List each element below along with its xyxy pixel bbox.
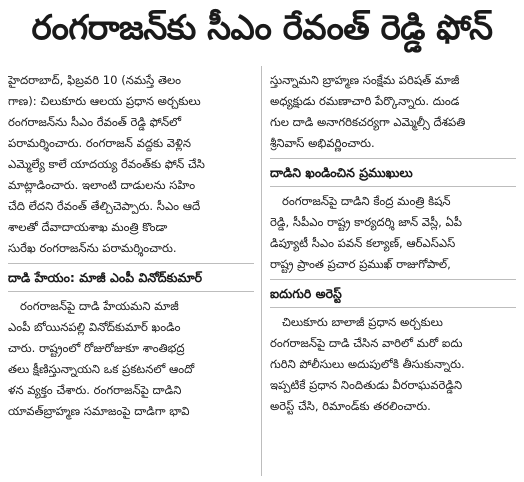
text-line: చిలుకూరు బాలాజీ ప్రధాన అర్చకులు (282, 315, 443, 329)
intro-paragraph (8, 70, 254, 259)
subheading-arrests: ఐదుగురి అరెస్ట్ (270, 279, 516, 308)
text-line: గాణ): చిలుకూరు ఆలయ ప్రధాన అర్చకులు (8, 94, 201, 108)
text-line: చేది లేదని రేవంత్ తేల్చిచెప్పారు. సీఎం ఆదే (8, 199, 201, 213)
text-line: డిప్యూటీ సీఎం పవన్ కల్యాణ్, ఆర్ఎస్ఎస్ (270, 236, 456, 250)
text-line: ఎమ్మెల్యే కాలే యాదయ్య రేవంత్‌కు ఫోన్ చేసి (8, 157, 205, 171)
text-line: శాలతో దేవాదాయశాఖ మంత్రి కొండా (8, 220, 168, 234)
text-line: అధ్యక్షుడు రమణాచారి పేర్కొన్నారు. దుండ (270, 94, 460, 108)
text-line: రంగరాజన్‌పై దాడిని కేంద్ర మంత్రి కిషన్ (282, 194, 451, 208)
text-line: మాట్లాడించారు. ఇలాంటి దాడులను సహిం (8, 178, 196, 192)
text-line: ఎంపీ బోయినపల్లి వినోద్‌కుమార్ ఖండిం (8, 320, 181, 334)
text-line: అరెస్ట్ చేసి, రిమాండ్‌కు తరలించారు. (270, 399, 431, 413)
text-line: స్తున్నామని బ్రాహ్మణ సంక్షేమ పరిషత్ మాజీ (270, 73, 460, 87)
text-line: రంగరాజన్‌పై దాడి చేసిన వారిలో మరో ఐదు (270, 336, 463, 350)
text-line: గురిని పోలీసులు అదుపులోకి తీసుకున్నారు. (270, 357, 465, 371)
arrests-paragraph (270, 312, 516, 417)
text-line: రెడ్డి, సీపీఎం రాష్ట్ర కార్యదర్శి జాన్ వెస్లీ, ఏపీ (270, 215, 463, 229)
text-line: చారు. రాష్ట్రంలో రోజురోజుకూ శాంతిభద్ర (8, 341, 185, 355)
continued-paragraph (270, 70, 516, 154)
text-line: సురేఖ రంగరాజన్‌ను పరామర్శించారు. (8, 241, 177, 255)
text-line: రంగరాజన్‌ను సీఎం రేవంత్ రెడ్డి ఫోన్‌లో (8, 115, 182, 129)
text-line: తలు క్షీణిస్తున్నాయని ఒక ప్రకటనలో ఆందో (8, 362, 195, 376)
text-line: ఇప్పటికే ప్రధాన నిందితుడు వీరరాఘవరెడ్డిని (270, 378, 463, 392)
text-line: ళన వ్యక్తం చేశారు. రంగరాజన్‌పై దాడిని (8, 383, 182, 397)
text-line: రంగరాజన్‌పై దాడి హేయమని మాజీ (20, 299, 179, 313)
condemned-paragraph (270, 191, 516, 275)
left-column (8, 70, 254, 422)
right-column (270, 70, 516, 417)
subheading-vinod-kumar: దాడి హేయం: మాజీ ఎంపీ వినోద్‌కుమార్ (8, 263, 254, 292)
text-line: యావత్‌బ్రాహ్మణ సమాజంపై దాడిగా భావి (8, 404, 190, 418)
subheading-condemned: దాడిని ఖండించిన ప్రముఖులు (270, 158, 516, 187)
text-line: గుల దాడి అనాగరికచర్యగా ఎమ్మెల్సీ దేశపతి (270, 115, 466, 129)
text-line: శ్రీనివాస్ అభివర్ణించారు. (270, 136, 375, 150)
vinod-kumar-paragraph (8, 296, 254, 422)
article-headline: రంగరాజన్‌కు సీఎం రేవంత్ రెడ్డి ఫోన్ (31, 8, 493, 48)
text-line: పరామర్శించారు. రంగరాజన్ వద్దకు వెళ్లిన (8, 136, 191, 150)
column-divider (261, 66, 262, 476)
text-line: రాష్ట్ర ప్రాంత ప్రచార ప్రముఖ్ రాజుగోపాల్, (270, 257, 451, 271)
text-line: హైదరాబాద్, ఫిబ్రవరి 10 (నమస్తే తెలం (8, 73, 182, 87)
